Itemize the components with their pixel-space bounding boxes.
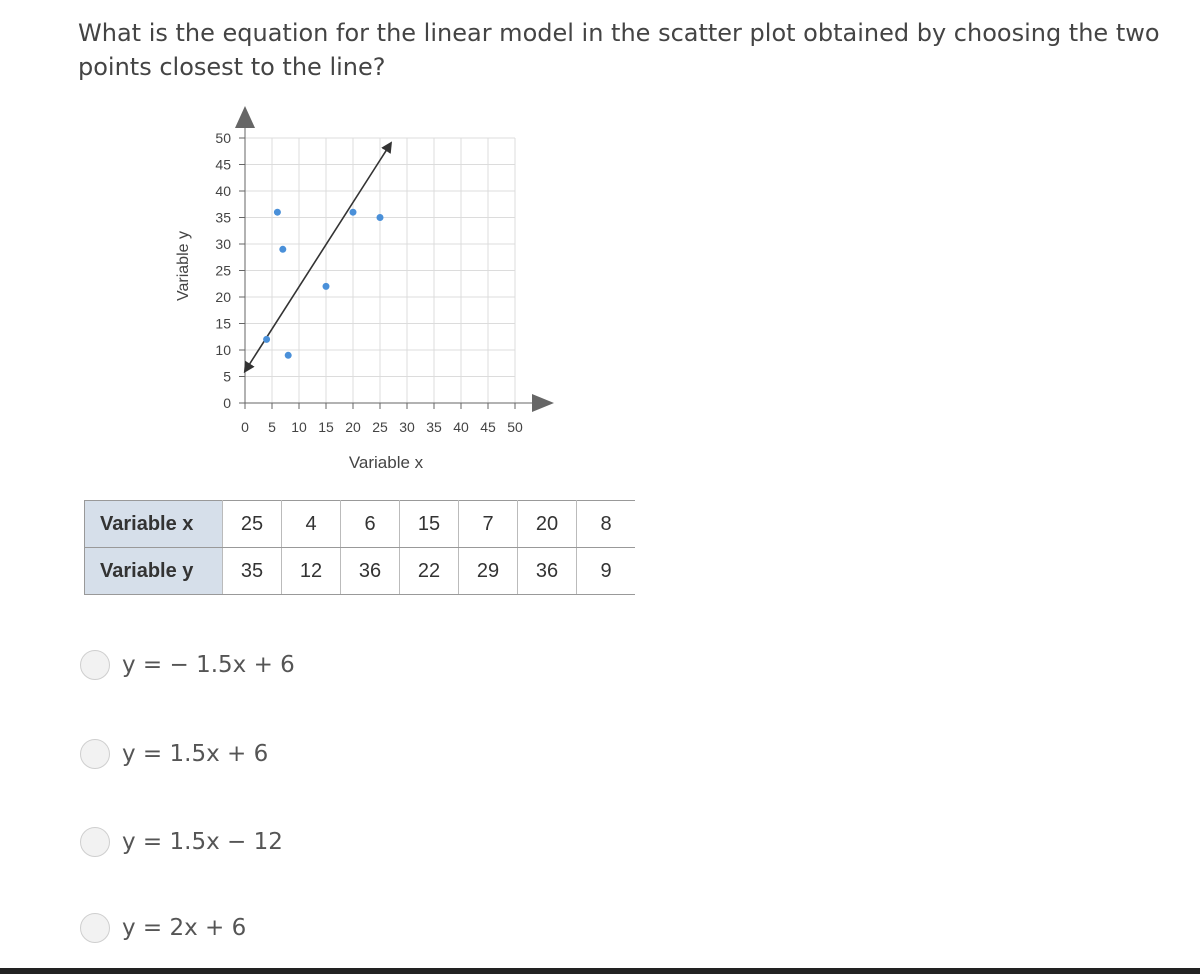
x-axis-arrow (532, 394, 554, 412)
x-tick-label: 20 (345, 419, 361, 435)
choice-label: y = 2x + 6 (122, 915, 247, 941)
y-tick-label: 15 (215, 315, 231, 332)
data-point (274, 209, 281, 216)
table-cell: 22 (400, 548, 459, 595)
table-cell: 12 (282, 548, 341, 595)
y-axis-arrow (235, 106, 255, 128)
data-point (350, 209, 357, 216)
x-tick-label: 0 (241, 419, 249, 435)
choice-option-1[interactable] (80, 650, 295, 680)
radio-button[interactable] (80, 913, 110, 943)
table-cell: 35 (223, 548, 282, 595)
data-point (377, 214, 384, 221)
y-tick-label: 0 (223, 395, 231, 411)
choice-option-4[interactable] (80, 913, 246, 943)
y-tick-label: 20 (215, 289, 231, 305)
row-header-y: Variable y (85, 548, 223, 595)
data-point (279, 246, 286, 253)
choice-label: y = 1.5x + 6 (122, 741, 269, 767)
table-cell: 6 (341, 501, 400, 548)
table-cell: 7 (459, 501, 518, 548)
choice-option-3[interactable] (80, 827, 283, 857)
y-axis-label: Variable y (175, 231, 192, 301)
radio-button[interactable] (80, 650, 110, 680)
y-tick-label: 25 (215, 262, 231, 279)
table-cell: 4 (282, 501, 341, 548)
table-row (85, 501, 636, 548)
radio-button[interactable] (80, 827, 110, 857)
bottom-divider (0, 968, 1200, 974)
x-tick-label: 25 (372, 419, 388, 435)
x-tick-label: 45 (480, 419, 496, 435)
table-cell: 36 (341, 548, 400, 595)
table-cell: 36 (518, 548, 577, 595)
table-row (85, 548, 636, 595)
y-tick-label: 40 (215, 183, 231, 199)
row-header-x: Variable x (85, 501, 223, 548)
data-point (323, 283, 330, 290)
data-point (263, 336, 270, 343)
scatter-plot (0, 0, 640, 480)
choice-label: y = − 1.5x + 6 (122, 652, 295, 678)
y-tick-label: 30 (215, 236, 231, 252)
y-tick-label: 5 (223, 368, 231, 385)
radio-button[interactable] (80, 739, 110, 769)
x-tick-label: 50 (507, 419, 523, 435)
x-tick-label: 15 (318, 419, 334, 435)
x-tick-label: 30 (399, 419, 415, 435)
y-tick-label: 35 (215, 209, 231, 226)
y-tick-label: 10 (215, 342, 231, 358)
table-cell: 25 (223, 501, 282, 548)
table-cell: 15 (400, 501, 459, 548)
data-point (285, 352, 292, 359)
x-tick-label: 10 (291, 419, 307, 435)
table-cell: 8 (577, 501, 636, 548)
table-cell: 20 (518, 501, 577, 548)
table-cell: 9 (577, 548, 636, 595)
x-axis-label: Variable x (348, 453, 424, 472)
table-cell: 29 (459, 548, 518, 595)
choice-option-2[interactable] (80, 739, 268, 769)
x-tick-label: 35 (426, 419, 442, 435)
data-table (84, 500, 635, 595)
y-tick-label: 50 (215, 130, 231, 146)
choice-label: y = 1.5x − 12 (122, 829, 283, 855)
x-tick-label: 5 (268, 419, 276, 435)
x-tick-label: 40 (453, 419, 469, 435)
question-text: What is the equation for the linear model in the scatter plot obtained by choosing the two points closest to the line? (78, 19, 1160, 81)
y-tick-label: 45 (215, 156, 231, 173)
